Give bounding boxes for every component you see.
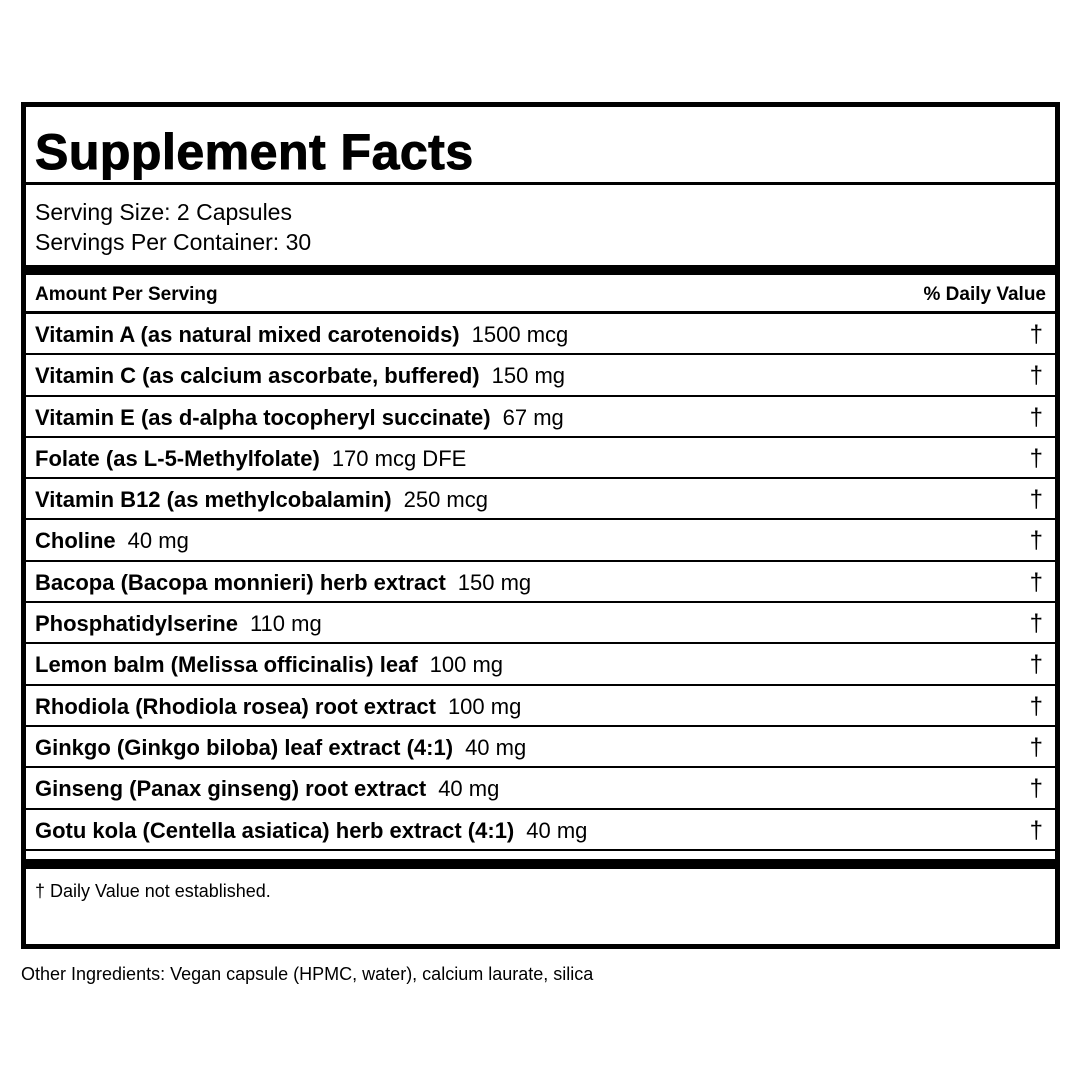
ingredient-name: Rhodiola (Rhodiola rosea) root extract [35, 693, 436, 719]
ingredient-amount: 40 mg [526, 817, 588, 843]
ingredient-amount: 40 mg [127, 528, 189, 554]
title-section [26, 107, 1055, 185]
dagger-mark: † [1029, 527, 1043, 555]
ingredient-row [26, 562, 1055, 603]
dagger-mark: † [1029, 775, 1043, 803]
ingredient-name: Ginseng (Panax ginseng) root extract [35, 776, 427, 802]
dagger-mark: † [1029, 692, 1043, 720]
column-header [26, 275, 1055, 314]
ingredient-row [26, 355, 1055, 396]
ingredient-amount: 170 mcg DFE [331, 445, 467, 471]
ingredient-list [26, 314, 1055, 851]
ingredient-amount: 110 mg [249, 611, 322, 637]
ingredient-amount: 150 mg [457, 569, 532, 595]
ingredient-name: Bacopa (Bacopa monnieri) herb extract [35, 569, 446, 595]
ingredient-amount: 100 mg [429, 652, 504, 678]
ingredient-row [26, 314, 1055, 355]
servings-per-container: Servings Per Container: 30 [35, 229, 312, 255]
supplement-facts-panel [21, 102, 1060, 949]
ingredient-amount: 40 mg [438, 776, 500, 802]
ingredient-row [26, 479, 1055, 520]
ingredient-row [26, 644, 1055, 685]
amount-per-serving-label: Amount Per Serving [35, 284, 218, 305]
dagger-mark: † [1029, 444, 1043, 472]
dagger-mark: † [1029, 321, 1043, 348]
serving-info [26, 185, 1055, 265]
ingredient-name: Vitamin C (as calcium ascorbate, buffered) [35, 363, 480, 389]
panel-title: Supplement Facts [35, 124, 474, 180]
ingredient-amount: 250 mcg [403, 487, 488, 513]
dagger-mark: † [1029, 403, 1043, 431]
ingredient-name: Ginkgo (Ginkgo biloba) leaf extract (4:1) [35, 734, 454, 760]
dagger-mark: † [1029, 733, 1043, 761]
ingredient-row [26, 727, 1055, 768]
dagger-mark: † [1029, 568, 1043, 596]
ingredient-name: Phosphatidylserine [35, 611, 238, 637]
thick-divider-bottom [26, 859, 1055, 869]
dagger-mark: † [1029, 486, 1043, 514]
ingredient-name: Vitamin E (as d-alpha tocopheryl succinate) [35, 404, 491, 430]
thick-divider-top [26, 265, 1055, 275]
ingredient-row [26, 438, 1055, 479]
serving-size: Serving Size: 2 Capsules [35, 199, 292, 225]
ingredient-name: Vitamin B12 (as methylcobalamin) [35, 487, 392, 513]
ingredient-row [26, 520, 1055, 561]
ingredient-row [26, 686, 1055, 727]
dagger-mark: † [1029, 816, 1043, 844]
ingredient-row [26, 603, 1055, 644]
ingredient-row [26, 768, 1055, 809]
ingredient-name: Lemon balm (Melissa officinalis) leaf [35, 652, 418, 678]
ingredient-amount: 100 mg [447, 693, 522, 719]
dagger-mark: † [1029, 651, 1043, 679]
other-ingredients: Other Ingredients: Vegan capsule (HPMC, water), calcium laurate, silica [21, 964, 594, 984]
ingredient-name: Gotu kola (Centella asiatica) herb extract (4:1) [35, 817, 515, 843]
ingredient-amount: 40 mg [465, 734, 527, 760]
ingredient-name: Choline [35, 528, 116, 554]
ingredient-row [26, 397, 1055, 438]
ingredient-row [26, 810, 1055, 851]
ingredient-amount: 1500 mcg [471, 322, 569, 347]
ingredient-name: Vitamin A (as natural mixed carotenoids) [35, 322, 460, 347]
ingredient-amount: 67 mg [502, 404, 564, 430]
daily-value-label: % Daily Value [923, 284, 1046, 305]
ingredient-name: Folate (as L-5-Methylfolate) [35, 445, 320, 471]
dagger-mark: † [1029, 362, 1043, 390]
dagger-mark: † [1029, 610, 1043, 638]
ingredient-amount: 150 mg [491, 363, 566, 389]
daily-value-footnote: † Daily Value not established. [35, 881, 271, 901]
